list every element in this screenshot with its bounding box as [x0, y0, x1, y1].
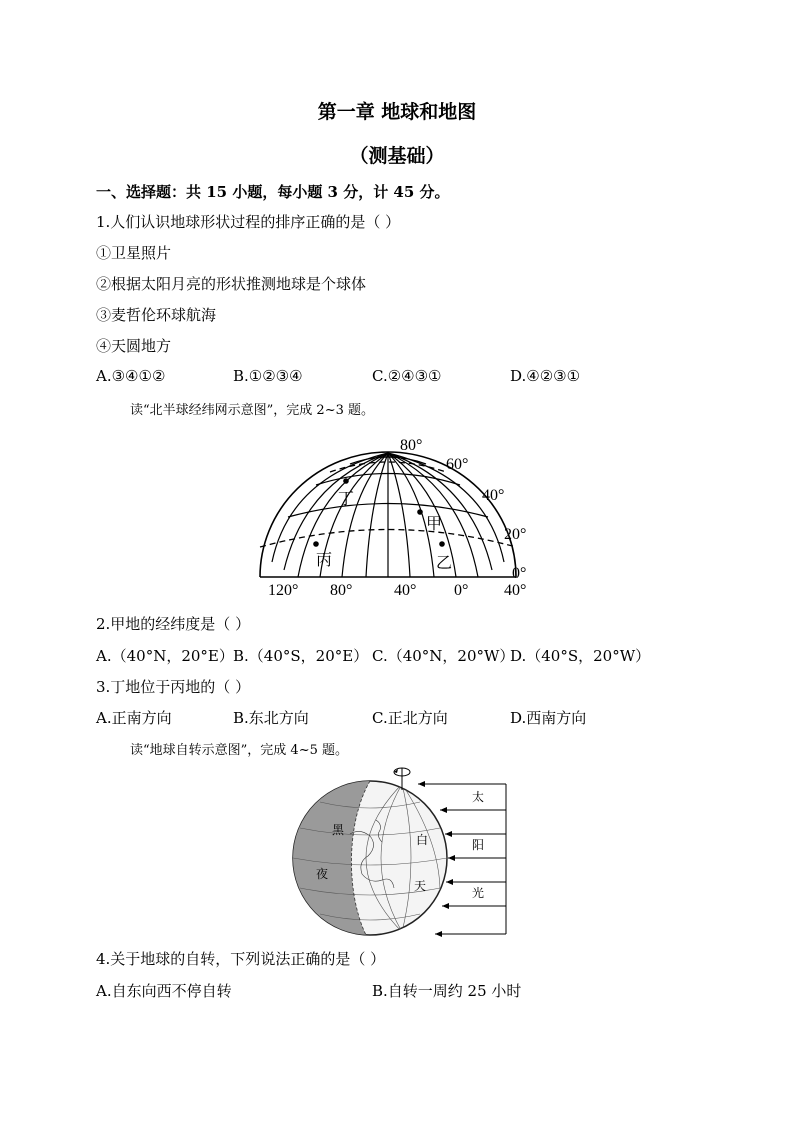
northern-hemisphere-grid-map	[250, 432, 550, 602]
question-3-option-b[interactable]: B.东北方向	[233, 709, 309, 727]
question-3-option-a[interactable]: A.正南方向	[96, 709, 172, 727]
page-title: 第一章 地球和地图	[317, 101, 477, 123]
night-label-2: 夜	[316, 867, 329, 881]
question-3-option-d[interactable]: D.西南方向	[510, 709, 587, 727]
point-label-ding: 丁	[338, 491, 355, 508]
lon-label-0: 0°	[454, 582, 469, 599]
figure-note-2: 读“地球自转示意图”，完成 4~5 题。	[130, 743, 348, 758]
sun-label-2: 阳	[472, 838, 485, 852]
question-1-option-a[interactable]: A.③④①②	[96, 367, 166, 385]
point-label-bing: 丙	[316, 552, 333, 569]
figure-note-1: 读“北半球经纬网示意图”，完成 2~3 题。	[130, 403, 374, 418]
lat-label-20: 20°	[504, 526, 527, 543]
lat-label-40: 40°	[482, 487, 505, 504]
question-1-option-d[interactable]: D.④②③①	[510, 367, 581, 385]
day-label-2: 天	[414, 879, 427, 893]
lon-label-120: 120°	[268, 582, 299, 599]
sun-label-3: 光	[472, 886, 485, 900]
earth-rotation-diagram	[290, 762, 510, 942]
question-2-option-a[interactable]: A.（40°N，20°E）	[96, 647, 234, 665]
question-4-option-b[interactable]: B.自转一周约 25 小时	[372, 982, 522, 1000]
question-4-option-a[interactable]: A.自东向西不停自转	[96, 982, 232, 1000]
question-1-item: ①卫星照片	[96, 244, 172, 262]
question-1-stem: 1.人们认识地球形状过程的排序正确的是（ ）	[96, 213, 401, 231]
question-3-option-c[interactable]: C.正北方向	[372, 709, 448, 727]
question-2-stem: 2.甲地的经纬度是（ ）	[96, 615, 251, 633]
question-2-option-d[interactable]: D.（40°S，20°W）	[510, 647, 651, 665]
section-heading: 一、选择题：共 15 小题，每小题 3 分，计 45 分。	[96, 183, 450, 201]
lon-label-80: 80°	[330, 582, 353, 599]
day-label-1: 白	[416, 833, 429, 847]
question-1-item: ③麦哲伦环球航海	[96, 306, 217, 324]
lat-label-60: 60°	[446, 456, 469, 473]
question-2-option-c[interactable]: C.（40°N，20°W）	[372, 647, 515, 665]
lon-label-40-right: 40°	[504, 582, 527, 599]
question-1-item: ④天圆地方	[96, 337, 172, 355]
question-2-option-b[interactable]: B.（40°S，20°E）	[233, 647, 369, 665]
question-4-stem: 4.关于地球的自转，下列说法正确的是（ ）	[96, 950, 386, 968]
question-3-stem: 3.丁地位于丙地的（ ）	[96, 678, 251, 696]
point-label-jia: 甲	[426, 516, 443, 533]
sun-label-1: 太	[472, 790, 485, 804]
question-1-option-b[interactable]: B.①②③④	[233, 367, 303, 385]
point-label-yi: 乙	[436, 555, 453, 572]
page-subtitle: （测基础）	[349, 145, 445, 167]
lon-label-40: 40°	[394, 582, 417, 599]
question-1-item: ②根据太阳月亮的形状推测地球是个球体	[96, 275, 367, 293]
night-label-1: 黑	[332, 823, 345, 837]
lat-label-0: 0°	[512, 565, 527, 582]
question-1-option-c[interactable]: C.②④③①	[372, 367, 442, 385]
lat-label-80: 80°	[400, 437, 423, 454]
